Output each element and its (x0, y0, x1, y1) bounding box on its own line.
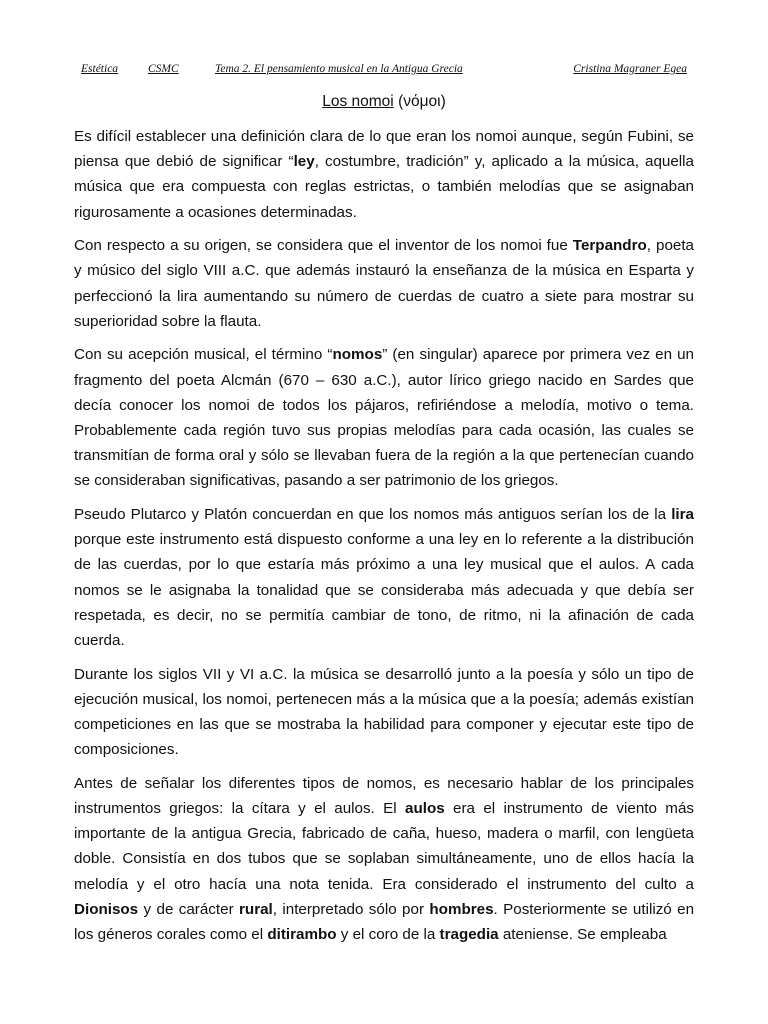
text-run: y de carácter (138, 900, 240, 918)
text-run: Con su acepción musical, el término “ (74, 346, 333, 364)
bold-term-rural: rural (239, 900, 273, 918)
header-topic: Tema 2. El pensamiento musical en la Antigua Grecia (215, 63, 463, 75)
text-run: era el instrumento de viento más importante de la antigua Grecia, fabricado de caña, hueso, madera o marfil, con lengüeta doble. Consistía en dos tubos que se soplaban simultáneamente, uno de ellos hacía la melodía y el otro hacía una nota tenida. Era considerado el instrumento del culto a (74, 800, 694, 893)
text-run: porque este instrumento está dispuesto conforme a una ley en lo referente a la distribución de las cuerdas, por lo que estaría más próximo a una ley musical que el aulos. A cada nomos se le asignaba la tonalidad que se consideraba más adecuada y que debía ser respetada, es decir, no se permitía cambiar de tono, de ritmo, ni la afinación de cada cuerda. (74, 531, 694, 650)
bold-term-lira: lira (671, 506, 694, 524)
bold-term-aulos: aulos (405, 800, 445, 818)
text-run: ” (en singular) aparece por primera vez en un fragmento del poeta Alcmán (670 – 630 a.C.), autor lírico griego nacido en Sardes que decía conocer los nomoi de todos los pájaros, refiriéndose a melodía, motivo o tema. Probablemente cada región tuvo sus propias melodías para cada ocasión, las cuales se transmitían de forma oral y sólo se llevaban fuera de la región a la que pertenecían cuando se consideraban significativas, pasando a ser patrimonio de los griegos. (74, 346, 695, 490)
bold-term-ley: ley (293, 153, 315, 171)
section-title-main: Los nomoi (322, 93, 394, 110)
section-title-greek: (νόμοι) (398, 93, 446, 110)
bold-term-ditirambo: ditirambo (267, 926, 337, 944)
paragraph-2 (74, 233, 694, 334)
paragraph-5 (74, 662, 694, 763)
text-run: Es difícil establecer una definición clara de lo que eran los nomoi aunque, según Fubini, se piensa que debió de significar “ (74, 128, 694, 171)
text-run: Pseudo Plutarco y Platón concuerdan en que los nomos más antiguos serían los de la (74, 506, 672, 524)
bold-term-nomos: nomos (332, 346, 383, 364)
text-run: , costumbre, tradición” y, aplicado a la música, aquella música que era compuesta con reglas estrictas, o también melodías que se asignaban rigurosamente a ocasiones determinadas. (74, 153, 694, 221)
text-run: , interpretado sólo por (272, 900, 430, 918)
bold-term-tragedia: tragedia (439, 926, 499, 944)
text-run: ateniense. Se empleaba (498, 926, 667, 944)
section-title (74, 92, 694, 112)
text-run: Antes de señalar los diferentes tipos de nomos, es necesario hablar de los principales instrumentos griegos: la cítara y el aulos. El (74, 774, 694, 818)
text-run: Con respecto a su origen, se considera que el inventor de los nomoi fue (74, 237, 573, 255)
body-text (74, 124, 694, 956)
page-header (81, 62, 687, 78)
paragraph-4 (74, 502, 694, 653)
paragraph-1 (74, 124, 694, 225)
bold-term-dionisos: Dionisos (74, 900, 139, 918)
header-subject: Estética (81, 63, 119, 75)
paragraph-3 (74, 342, 694, 493)
bold-term-hombres: hombres (429, 900, 494, 918)
text-run: . Posteriormente se utilizó en los géneros corales como el (74, 900, 695, 944)
paragraph-6 (74, 771, 694, 947)
header-school: CSMC (148, 63, 179, 75)
header-author: Cristina Magraner Egea (573, 63, 687, 75)
text-run: Durante los siglos VII y VI a.C. la música se desarrolló junto a la poesía y sólo un tipo de ejecución musical, los nomoi, pertenecen más a la música que a la poesía; además existían competiciones en las que se mostraba la habilidad para componer y ejecutar este tipo de composiciones. (74, 665, 694, 759)
text-run: y el coro de la (336, 926, 440, 944)
text-run: , poeta y músico del siglo VIII a.C. que además instauró la enseñanza de la música en Esparta y perfeccionó la lira aumentando su número de cuerdas de cuatro a siete para mostrar su superioridad sobre la flauta. (74, 237, 694, 330)
bold-term-terpandro: Terpandro (572, 237, 647, 255)
